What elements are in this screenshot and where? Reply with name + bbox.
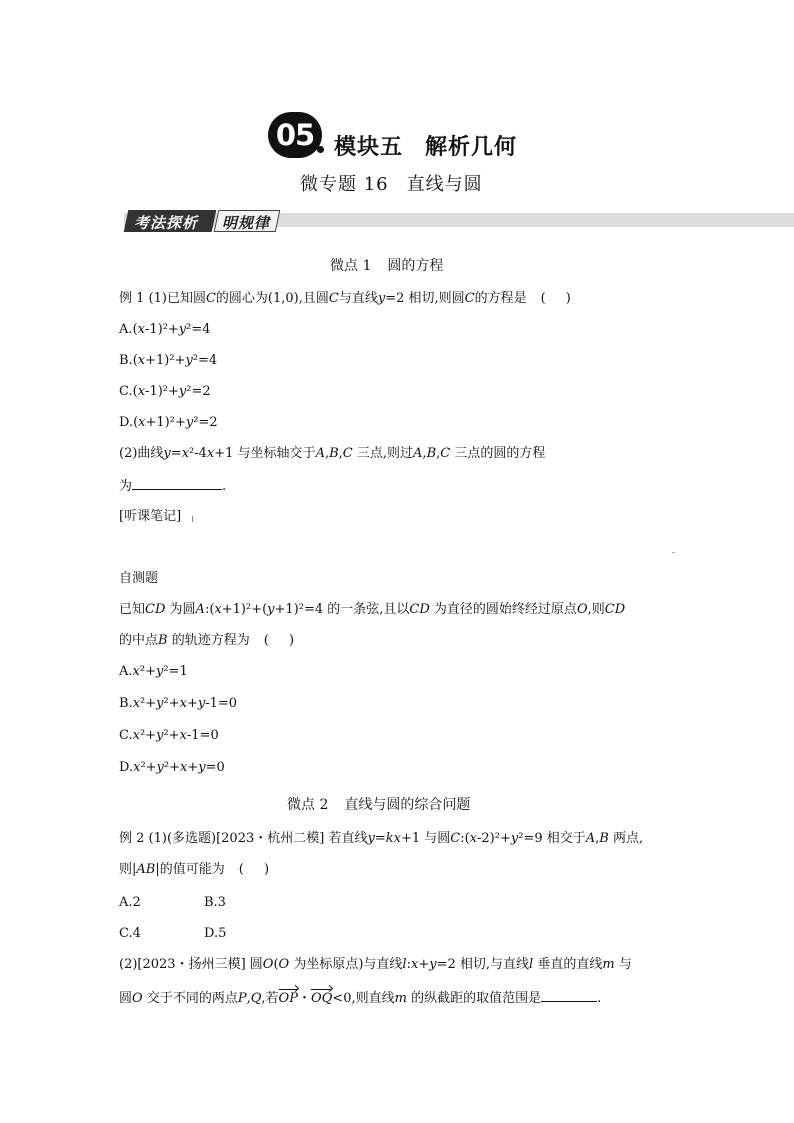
example-1-question-1: 例 1 (1)已知圆C的圆心为(1,0),且圆C与直线y=2 相切,则圆C的方程是 ( ): [119, 291, 579, 306]
topic-title: 微专题 16 直线与圆: [300, 174, 483, 195]
self-test-option-a: A.x²+y²=1: [119, 664, 188, 679]
section-2-title: 微点 2 直线与圆的综合问题: [287, 797, 471, 813]
example-2-option-a: A.2: [119, 895, 141, 910]
example-2-option-b: B.3: [204, 895, 226, 910]
example-1-option-c: C.(x-1)²+y²=2: [119, 384, 211, 399]
self-test-option-b: B.x²+y²+x+y-1=0: [119, 696, 238, 711]
example-1-option-b: B.(x+1)²+y²=4: [119, 353, 218, 368]
example-1-question-2-answer: 为 .: [119, 479, 227, 494]
self-test-line-2: 的中点B 的轨迹方程为 ( ): [119, 633, 303, 648]
notes-mark: [192, 516, 193, 522]
module-number-badge: 05: [268, 112, 322, 158]
self-test-option-c: C.x²+y²+x-1=0: [119, 728, 219, 743]
example-2-question-1-line-2: 则|AB|的值可能为 ( ): [119, 862, 278, 877]
example-1-option-d: D.(x+1)²+y²=2: [119, 415, 218, 430]
badge-dot: [317, 146, 324, 153]
example-2-question-2: (2)[2023・扬州三模] 圆O(O 为坐标原点)与直线l:x+y=2 相切,与直线l 垂直的直线m 与: [119, 957, 632, 972]
section-1-title: 微点 1 圆的方程: [330, 258, 444, 274]
module-title: 模块五 解析几何: [334, 135, 518, 160]
notes-label: [听课笔记]: [119, 509, 182, 524]
banner-label-left: 考法探析: [134, 214, 199, 232]
example-1-option-a: A.(x-1)²+y²=4: [119, 322, 211, 337]
example-2-question-2-line-2: 圆O 交于不同的两点P,Q,若OP・OQ<0,则直线m 的纵截距的取值范围是 .: [119, 991, 602, 1006]
example-2-option-c: C.4: [119, 926, 141, 941]
example-2-option-d: D.5: [204, 926, 227, 941]
margin-mark: [672, 552, 675, 553]
self-test-line-1: 已知CD 为圆A:(x+1)²+(y+1)²=4 的一条弦,且以CD 为直径的圆始终经过原点O,则CD: [119, 602, 626, 617]
banner-label-right: 明规律: [222, 214, 271, 232]
self-test-title: 自测题: [119, 571, 159, 586]
example-2-question-1: 例 2 (1)(多选题)[2023・杭州二模] 若直线y=kx+1 与圆C:(x-2)²+y²=9 相交于A,B 两点,: [119, 831, 644, 846]
self-test-option-d: D.x²+y²+x+y=0: [119, 760, 225, 775]
example-1-question-2: (2)曲线y=x²-4x+1 与坐标轴交于A,B,C 三点,则过A,B,C 三点的圆的方程: [119, 446, 546, 461]
